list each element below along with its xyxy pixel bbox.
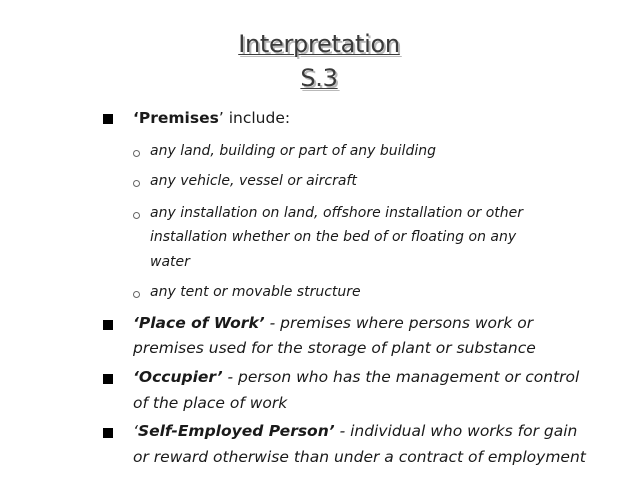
premises-item-3-line-3: water (150, 254, 190, 270)
slide-title: Interpretation (238, 30, 400, 58)
occupier-line-2: of the place of work (133, 394, 288, 412)
sub-bullet-icon (133, 212, 140, 219)
occupier-def: - person who has the management or control (222, 368, 580, 386)
sub-bullet-icon (133, 180, 140, 187)
place-of-work-line-2: premises used for the storage of plant or substance (133, 339, 536, 357)
self-employed-term: Self-Employed Person’ (137, 422, 335, 440)
self-employed-def: - individual who works for gain (334, 422, 578, 440)
place-of-work-term: ‘Place of Work’ (133, 314, 265, 332)
occupier-line-1 (133, 367, 579, 388)
bullet-square-icon (103, 374, 113, 384)
premises-rest: ’ include: (218, 109, 291, 127)
premises-term: ‘Premises (133, 109, 219, 127)
bullet-square-icon (103, 320, 113, 330)
self-employed-open-quote: ‘ (133, 422, 138, 440)
self-employed-line-2: or reward otherwise than under a contract of employment (133, 448, 586, 466)
occupier-term: ‘Occupier’ (133, 368, 223, 386)
self-employed-line-1 (133, 421, 577, 442)
premises-item-3-line-2: installation whether on the bed of or floating on any (150, 229, 517, 245)
place-of-work-line-1 (133, 313, 533, 334)
premises-item-4: any tent or movable structure (150, 284, 361, 300)
premises-item-2: any vehicle, vessel or aircraft (150, 173, 357, 189)
sub-bullet-icon (133, 291, 140, 298)
slide-subtitle: S.3 (300, 64, 338, 92)
premises-item-1: any land, building or part of any building (150, 143, 436, 159)
premises-item-3-line-1: any installation on land, offshore installation or other (150, 205, 523, 221)
bullet-square-icon (103, 114, 113, 124)
place-of-work-def: - premises where persons work or (264, 314, 534, 332)
bullet-square-icon (103, 428, 113, 438)
premises-bullet (133, 108, 290, 129)
sub-bullet-icon (133, 150, 140, 157)
